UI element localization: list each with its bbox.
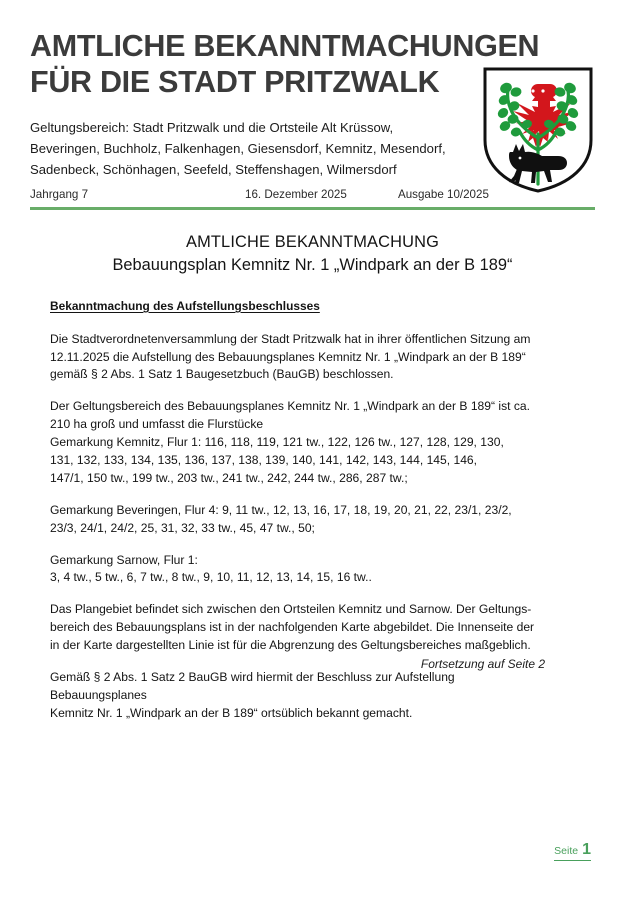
page-number-marker xyxy=(554,842,591,861)
paragraph-scope-kemnitz-line-3: Gemarkung Kemnitz, Flur 1: 116, 118, 119, 121 tw., 122, 126 tw., 127, 128, 129, 130, xyxy=(50,435,504,450)
page-number: 1 xyxy=(582,841,591,858)
paragraph-scope-kemnitz xyxy=(50,398,545,487)
issue-date: 16. Dezember 2025 xyxy=(245,188,347,201)
scope-statement xyxy=(30,117,470,181)
section-title: Bekanntmachung des Aufstellungsbeschlusses xyxy=(50,299,320,313)
paragraph-scope-beveringen xyxy=(50,502,545,538)
paragraph-resolution xyxy=(50,331,545,385)
scope-line-1: Geltungsbereich: Stadt Pritzwalk und die Ortsteile Alt Krüssow, xyxy=(30,119,394,135)
publication-title-line-2: FÜR DIE STADT PRITZWALK xyxy=(30,65,440,100)
paragraph-resolution-line-2: 12.11.2025 die Aufstellung des Bebauungsplanes Kemnitz Nr. 1 „Windpark an der B 189“ xyxy=(50,349,526,364)
paragraph-public-notice-line-1: Gemäß § 2 Abs. 1 Satz 2 BauGB wird hiermit der Beschluss zur Aufstellung Bebauungsplanes xyxy=(50,669,455,702)
paragraph-scope-sarnow-line-1: Gemarkung Sarnow, Flur 1: xyxy=(50,552,198,567)
paragraph-scope-beveringen-line-2: 23/3, 24/1, 24/2, 25, 31, 32, 33 tw., 45, 47 tw., 50; xyxy=(50,520,315,535)
page-footer xyxy=(30,842,595,870)
paragraph-plan-area-line-1: Das Plangebiet befindet sich zwischen den Ortsteilen Kemnitz und Sarnow. Der Geltungs- xyxy=(50,602,532,617)
paragraph-scope-kemnitz-line-2: 210 ha groß und umfasst die Flurstücke xyxy=(50,417,264,432)
page-label: Seite xyxy=(554,845,579,857)
announcement-heading-block xyxy=(30,232,595,277)
publication-title xyxy=(30,28,540,101)
paragraph-resolution-line-1: Die Stadtverordnetenversammlung der Stadt Pritzwalk hat in ihrer öffentlichen Sitzung am xyxy=(50,331,531,346)
publication-title-line-1: AMTLICHE BEKANNTMACHUNGEN xyxy=(30,29,540,63)
paragraph-public-notice xyxy=(50,669,545,723)
issue-number: Ausgabe 10/2025 xyxy=(398,188,489,201)
pritzwalk-coat-of-arms-icon xyxy=(482,66,594,194)
paragraph-scope-kemnitz-line-5: 147/1, 150 tw., 199 tw., 203 tw., 241 tw., 242, 244 tw., 286, 287 tw.; xyxy=(50,470,408,485)
scope-line-3: Sadenbeck, Schönhagen, Seefeld, Steffenshagen, Wilmersdorf xyxy=(30,161,397,177)
paragraph-public-notice-line-2: Kemnitz Nr. 1 „Windpark an der B 189“ ortsüblich bekannt gemacht. xyxy=(50,705,413,720)
paragraph-scope-sarnow xyxy=(50,552,545,588)
volume-label: Jahrgang 7 xyxy=(30,188,89,201)
paragraph-scope-kemnitz-line-1: Der Geltungsbereich des Bebauungsplanes Kemnitz Nr. 1 „Windpark an der B 189“ ist ca. xyxy=(50,399,530,414)
paragraph-scope-beveringen-line-1: Gemarkung Beveringen, Flur 4: 9, 11 tw., 12, 13, 16, 17, 18, 19, 20, 21, 22, 23/1, 23/2, xyxy=(50,502,512,517)
paragraph-plan-area-line-3: in der Karte dargestellten Linie ist für die Abgrenzung des Geltungsbereiches maßgeblich. xyxy=(50,638,531,653)
paragraph-scope-kemnitz-line-4: 131, 132, 133, 134, 135, 136, 137, 138, 139, 140, 141, 142, 143, 144, 145, 146, xyxy=(50,452,478,467)
continuation-note: Fortsetzung auf Seite 2 xyxy=(420,657,545,671)
announcement-heading: AMTLICHE BEKANNTMACHUNG xyxy=(186,233,439,251)
paragraph-plan-area xyxy=(50,601,545,655)
paragraph-plan-area-line-2: bereich des Bebauungsplans ist in der nachfolgenden Karte abgebildet. Die Innenseite der xyxy=(50,620,535,635)
masthead-divider xyxy=(30,207,595,210)
paragraph-resolution-line-3: gemäß § 2 Abs. 1 Satz 1 Baugesetzbuch (BauGB) beschlossen. xyxy=(50,367,394,382)
paragraph-scope-sarnow-line-2: 3, 4 tw., 5 tw., 6, 7 tw., 8 tw., 9, 10, 11, 12, 13, 14, 15, 16 tw.. xyxy=(50,570,372,585)
scope-line-2: Beveringen, Buchholz, Falkenhagen, Giesensdorf, Kemnitz, Mesendorf, xyxy=(30,140,446,156)
announcement-subheading: Bebauungsplan Kemnitz Nr. 1 „Windpark an der B 189“ xyxy=(112,255,513,274)
